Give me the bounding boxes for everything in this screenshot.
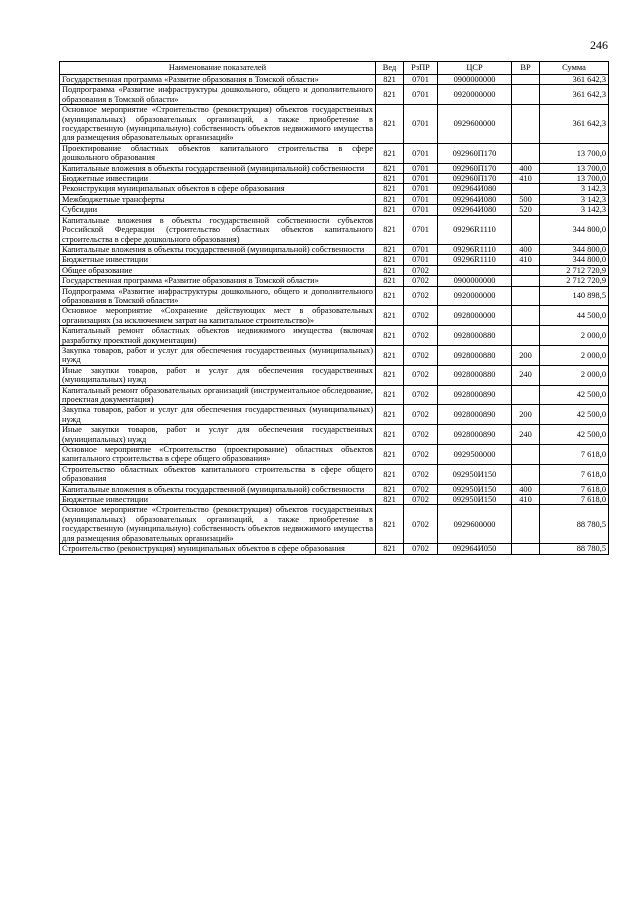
row-ved: 821 [376,194,404,204]
table-row [60,143,609,163]
table-row [60,174,609,184]
row-ved: 821 [376,105,404,144]
row-rzpr: 0701 [404,184,438,194]
row-csr: 0928000880 [438,345,512,365]
row-vr: 410 [512,495,540,505]
row-name: Основное мероприятие «Строительство (проектирование) областных объектов капитального строительства в сфере общего образования» [60,445,376,465]
row-csr: 0928000890 [438,385,512,405]
row-csr: 0929500000 [438,445,512,465]
row-vr: 400 [512,484,540,494]
row-ved: 821 [376,495,404,505]
row-csr: 092960П170 [438,163,512,173]
row-sum: 88 780,5 [540,505,609,544]
table-row [60,265,609,275]
row-ved: 821 [376,143,404,163]
row-vr [512,544,540,554]
row-csr: 092964И080 [438,194,512,204]
row-sum: 2 000,0 [540,326,609,346]
row-name: Основное мероприятие «Строительство (реконструкция) объектов государственных (муниципальных) образовательных организаций, а также приобретение в государственную (муниципальную) собственность объектов недвижимого имущества для размещения образовательных организаций» [60,505,376,544]
row-vr: 200 [512,345,540,365]
row-rzpr: 0701 [404,174,438,184]
header-name: Наименование показателей [60,62,376,75]
row-ved: 821 [376,215,404,244]
row-csr: 0928000880 [438,365,512,385]
row-name: Подпрограмма «Развитие инфраструктуры дошкольного, общего и дополнительного образования в Томской области» [60,286,376,306]
row-rzpr: 0702 [404,505,438,544]
row-csr: 092964И080 [438,184,512,194]
row-name: Основное мероприятие «Сохранение действующих мест в образовательных организациях (за исключением затрат на капитальное строительство)» [60,306,376,326]
table-row [60,495,609,505]
table-row [60,215,609,244]
table-row [60,505,609,544]
page-number: 246 [590,38,608,52]
row-vr: 400 [512,244,540,254]
row-ved: 821 [376,85,404,105]
row-vr [512,184,540,194]
row-vr [512,276,540,286]
row-rzpr: 0702 [404,495,438,505]
row-ved: 821 [376,464,404,484]
row-vr [512,306,540,326]
row-rzpr: 0702 [404,365,438,385]
table-row [60,286,609,306]
row-name: Подпрограмма «Развитие инфраструктуры дошкольного, общего и дополнительного образования в Томской области» [60,85,376,105]
table-row [60,244,609,254]
row-sum: 3 142,3 [540,184,609,194]
row-name: Капитальные вложения в объекты государственной (муниципальной) собственности [60,484,376,494]
row-name: Межбюджетные трансферты [60,194,376,204]
row-vr [512,75,540,85]
row-ved: 821 [376,365,404,385]
budget-table [59,61,609,555]
row-csr: 0929600000 [438,105,512,144]
table-row [60,326,609,346]
row-sum: 7 618,0 [540,445,609,465]
row-csr: 092964И080 [438,205,512,215]
row-csr: 0928000000 [438,306,512,326]
row-sum: 361 642,3 [540,105,609,144]
row-vr [512,143,540,163]
table-row [60,425,609,445]
row-vr: 240 [512,365,540,385]
row-ved: 821 [376,484,404,494]
row-sum: 42 500,0 [540,425,609,445]
row-vr: 500 [512,194,540,204]
row-vr [512,445,540,465]
row-rzpr: 0701 [404,215,438,244]
row-rzpr: 0702 [404,276,438,286]
table-row [60,163,609,173]
row-sum: 2 712 720,9 [540,265,609,275]
row-name: Бюджетные инвестиции [60,495,376,505]
row-ved: 821 [376,306,404,326]
table-row [60,75,609,85]
row-name: Строительство областных объектов капитального строительства в сфере общего образования [60,464,376,484]
row-ved: 821 [376,326,404,346]
row-rzpr: 0701 [404,163,438,173]
row-csr: 092964И050 [438,544,512,554]
table-row [60,205,609,215]
table-row [60,255,609,265]
row-rzpr: 0701 [404,205,438,215]
row-csr: 0920000000 [438,85,512,105]
row-rzpr: 0702 [404,306,438,326]
row-ved: 821 [376,244,404,254]
row-rzpr: 0701 [404,143,438,163]
row-vr: 240 [512,425,540,445]
row-sum: 7 618,0 [540,464,609,484]
row-sum: 42 500,0 [540,385,609,405]
row-sum: 3 142,3 [540,194,609,204]
row-rzpr: 0702 [404,484,438,494]
row-name: Бюджетные инвестиции [60,174,376,184]
row-csr: 09296R1110 [438,244,512,254]
row-rzpr: 0701 [404,194,438,204]
table-row [60,194,609,204]
row-sum: 344 800,0 [540,255,609,265]
table-row [60,365,609,385]
row-vr [512,105,540,144]
row-csr: 0920000000 [438,286,512,306]
row-ved: 821 [376,75,404,85]
row-csr: 0929600000 [438,505,512,544]
row-ved: 821 [376,544,404,554]
row-vr: 400 [512,163,540,173]
row-sum: 344 800,0 [540,215,609,244]
row-sum: 13 700,0 [540,143,609,163]
row-csr: 092960П170 [438,174,512,184]
row-vr [512,85,540,105]
row-name: Капитальный ремонт образовательных организаций (инструментальное обследование, проектная документация) [60,385,376,405]
row-sum: 344 800,0 [540,244,609,254]
row-ved: 821 [376,505,404,544]
row-sum: 2 712 720,9 [540,276,609,286]
row-ved: 821 [376,163,404,173]
header-rzpr: РзПР [404,62,438,75]
header-sum: Сумма [540,62,609,75]
row-sum: 44 500,0 [540,306,609,326]
table-row [60,276,609,286]
table-row [60,484,609,494]
row-csr: 09296R1110 [438,215,512,244]
row-ved: 821 [376,405,404,425]
row-vr [512,464,540,484]
row-csr: 092950И150 [438,495,512,505]
row-name: Капитальные вложения в объекты государственной собственности субъектов Российской Федерации (строительство областных объектов капитального строительства в сфере дошкольного образования) [60,215,376,244]
row-rzpr: 0702 [404,286,438,306]
row-name: Государственная программа «Развитие образования в Томской области» [60,276,376,286]
table-row [60,385,609,405]
row-name: Реконструкция муниципальных объектов в сфере образования [60,184,376,194]
row-csr: 092960П170 [438,143,512,163]
row-rzpr: 0702 [404,405,438,425]
row-name: Иные закупки товаров, работ и услуг для обеспечения государственных (муниципальных) нужд [60,365,376,385]
table-row [60,445,609,465]
table-row [60,405,609,425]
row-csr: 092950И150 [438,464,512,484]
row-rzpr: 0702 [404,544,438,554]
row-rzpr: 0702 [404,425,438,445]
row-name: Государственная программа «Развитие образования в Томской области» [60,75,376,85]
row-name: Капитальный ремонт областных объектов недвижимого имущества (включая разработку проектной документации) [60,326,376,346]
row-name: Капитальные вложения в объекты государственной (муниципальной) собственности [60,244,376,254]
row-name: Субсидии [60,205,376,215]
row-csr: 0928000890 [438,425,512,445]
row-ved: 821 [376,255,404,265]
row-vr [512,265,540,275]
row-sum: 361 642,3 [540,75,609,85]
row-sum: 7 618,0 [540,495,609,505]
row-ved: 821 [376,276,404,286]
row-name: Строительство (реконструкция) муниципальных объектов в сфере образования [60,544,376,554]
row-rzpr: 0701 [404,255,438,265]
header-csr: ЦСР [438,62,512,75]
row-csr: 0928000880 [438,326,512,346]
table-row [60,85,609,105]
row-ved: 821 [376,184,404,194]
row-ved: 821 [376,385,404,405]
row-ved: 821 [376,286,404,306]
row-rzpr: 0702 [404,265,438,275]
row-sum: 13 700,0 [540,163,609,173]
row-ved: 821 [376,174,404,184]
table-row [60,105,609,144]
row-rzpr: 0701 [404,105,438,144]
row-vr: 200 [512,405,540,425]
row-vr [512,326,540,346]
row-csr: 09296R1110 [438,255,512,265]
row-name: Основное мероприятие «Строительство (реконструкция) объектов государственных (муниципальных) образовательных организаций, а также приобретение в государственную (муниципальную) собственность объектов недвижимого имущества для размещения образовательных организаций» [60,105,376,144]
row-ved: 821 [376,265,404,275]
row-name: Бюджетные инвестиции [60,255,376,265]
row-vr [512,286,540,306]
row-rzpr: 0702 [404,326,438,346]
row-rzpr: 0701 [404,244,438,254]
row-name: Закупка товаров, работ и услуг для обеспечения государственных (муниципальных) нужд [60,405,376,425]
row-csr: 092950И150 [438,484,512,494]
row-ved: 821 [376,445,404,465]
table-row [60,345,609,365]
row-ved: 821 [376,345,404,365]
header-vr: ВР [512,62,540,75]
row-rzpr: 0702 [404,345,438,365]
row-csr: 0928000890 [438,405,512,425]
row-rzpr: 0702 [404,445,438,465]
row-sum: 3 142,3 [540,205,609,215]
row-vr [512,505,540,544]
row-csr [438,265,512,275]
row-rzpr: 0702 [404,385,438,405]
row-name: Закупка товаров, работ и услуг для обеспечения государственных (муниципальных) нужд [60,345,376,365]
row-name: Проектирование областных объектов капитального строительства в сфере дошкольного образования [60,143,376,163]
row-sum: 361 642,3 [540,85,609,105]
row-ved: 821 [376,425,404,445]
row-csr: 0900000000 [438,276,512,286]
row-sum: 7 618,0 [540,484,609,494]
row-csr: 0900000000 [438,75,512,85]
row-vr: 410 [512,255,540,265]
row-sum: 88 780,5 [540,544,609,554]
row-ved: 821 [376,205,404,215]
row-sum: 42 500,0 [540,405,609,425]
table-row [60,184,609,194]
row-name: Иные закупки товаров, работ и услуг для обеспечения государственных (муниципальных) нужд [60,425,376,445]
row-vr: 520 [512,205,540,215]
row-vr [512,385,540,405]
row-rzpr: 0702 [404,464,438,484]
header-ved: Вед [376,62,404,75]
row-sum: 13 700,0 [540,174,609,184]
row-vr [512,215,540,244]
table-row [60,464,609,484]
row-name: Капитальные вложения в объекты государственной (муниципальной) собственности [60,163,376,173]
row-sum: 2 000,0 [540,345,609,365]
row-sum: 2 000,0 [540,365,609,385]
row-name: Общее образование [60,265,376,275]
table-header-row [60,62,609,75]
row-vr: 410 [512,174,540,184]
row-rzpr: 0701 [404,75,438,85]
row-sum: 140 898,5 [540,286,609,306]
row-rzpr: 0701 [404,85,438,105]
table-row [60,544,609,554]
table-row [60,306,609,326]
